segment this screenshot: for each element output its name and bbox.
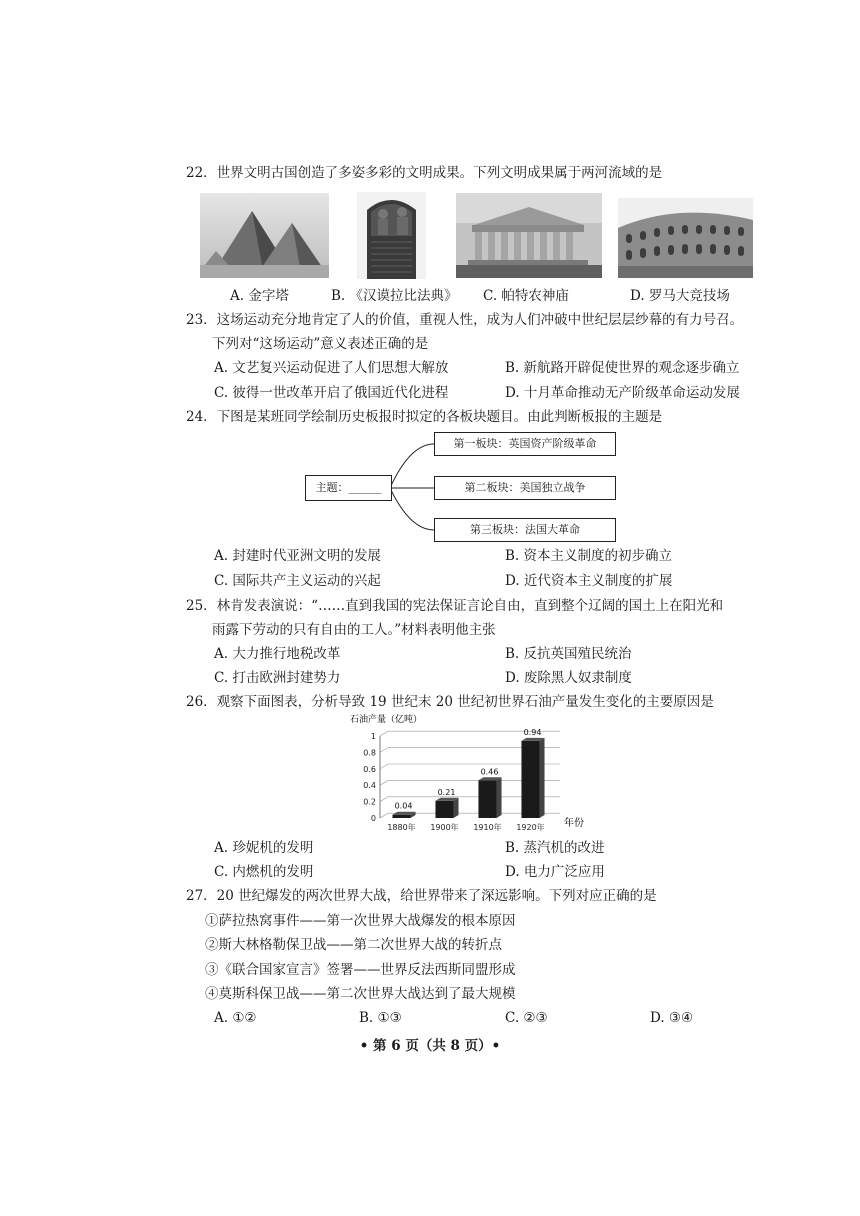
chart-bar-side [497, 777, 502, 818]
chart-grid-diag [380, 813, 388, 818]
chart-ylabel: 石油产量（亿吨） [350, 715, 423, 725]
q27-item-3: ③《联合国家宣言》签署——世界反法西斯同盟形成 [205, 962, 516, 978]
q24-connector-lines [390, 440, 440, 540]
chart-ytick-label: 0.6 [363, 764, 376, 774]
q24-section-1: 第一板块：英国资产阶级革命 [434, 432, 616, 456]
q24-option-a: A. 封建时代亚洲文明的发展 [214, 548, 381, 564]
chart-data-label: 0.21 [437, 787, 456, 797]
q24-option-d: D. 近代资本主义制度的扩展 [505, 573, 673, 589]
q27-option-c: C. ②③ [505, 1010, 548, 1026]
chart-ytick-label: 0 [370, 814, 376, 823]
q26-option-c: C. 内燃机的发明 [214, 864, 314, 880]
q24-topic-box: 主题：______ [305, 475, 392, 501]
q23-option-a: A. 文艺复兴运动促进了人们思想大解放 [214, 360, 449, 376]
q27-option-d: D. ③④ [650, 1010, 694, 1026]
chart-ytick-label: 0.2 [363, 797, 376, 807]
q22-option-c: C. 帕特农神庙 [483, 288, 569, 304]
parthenon-photo [456, 193, 602, 278]
chart-data-label: 0.04 [394, 801, 413, 811]
q26-option-a: A. 珍妮机的发明 [214, 840, 314, 856]
chart-grid-diag [380, 797, 388, 802]
chart-ytick-label: 1 [370, 732, 376, 741]
q22-stem: 22．世界文明古国创造了多姿多彩的文明成果。下列文明成果属于两河流域的是 [186, 165, 663, 181]
chart-xtick-label: 1900年 [430, 823, 459, 832]
q24-option-b: B. 资本主义制度的初步确立 [505, 548, 673, 564]
chart-bar-side [454, 798, 459, 818]
chart-ytick-label: 0.8 [363, 748, 376, 758]
chart-bar [392, 815, 410, 818]
q27-stem: 27．20 世纪爆发的两次世界大战，给世界带来了深远影响。下列对应正确的是 [186, 888, 657, 904]
q23-option-b: B. 新航路开辟促使世界的观念逐步确立 [505, 360, 740, 376]
chart-grid-diag [380, 748, 388, 753]
q25-option-d: D. 废除黑人奴隶制度 [505, 670, 632, 686]
chart-ytick-label: 0.4 [363, 781, 376, 791]
q27-option-b: B. ①③ [359, 1010, 402, 1026]
q26-option-b: B. 蒸汽机的改进 [505, 840, 605, 856]
q23-stem-line1: 23．这场运动充分地肯定了人的价值，重视人性，成为人们冲破中世纪层层纱幕的有力号召。 [186, 312, 744, 328]
q24-section-2: 第二板块：美国独立战争 [434, 476, 616, 500]
q24-section-3: 第三板块：法国大革命 [434, 518, 616, 542]
q26-stem: 26．观察下面图表，分析导致 19 世纪末 20 世纪初世界石油产量发生变化的主要原因是 [186, 694, 714, 710]
q27-item-4: ④莫斯科保卫战——第二次世界大战达到了最大规模 [205, 986, 516, 1002]
q22-option-d: D. 罗马大竞技场 [630, 288, 730, 304]
page-footer: • 第 6 页（共 8 页）• [359, 1038, 501, 1054]
pyramids-photo [200, 193, 329, 278]
q23-option-c: C. 彼得一世改革开启了俄国近代化进程 [214, 385, 449, 401]
chart-grid-diag [380, 731, 388, 736]
q23-stem-line2: 下列对“这场运动”意义表述正确的是 [212, 336, 429, 352]
chart-bar-side [540, 738, 545, 818]
q23-option-d: D. 十月革命推动无产阶级革命运动发展 [505, 385, 740, 401]
q27-item-1: ①萨拉热窝事件——第一次世界大战爆发的根本原因 [205, 913, 516, 929]
chart-xtick-label: 1920年 [516, 823, 545, 832]
chart-xlabel: 年份 [564, 818, 584, 829]
chart-grid-diag [380, 780, 388, 785]
q26-option-d: D. 电力广泛应用 [505, 864, 605, 880]
chart-data-label: 0.46 [480, 767, 499, 777]
q25-option-a: A. 大力推行地税改革 [214, 646, 341, 662]
colosseum-photo [618, 198, 753, 278]
q25-option-c: C. 打击欧洲封建势力 [214, 670, 341, 686]
q25-stem-line1: 25．林肯发表演说：“……直到我国的宪法保证言论自由，直到整个辽阔的国土上在阳光和 [186, 598, 724, 614]
q22-option-b: B. 《汉谟拉比法典》 [331, 288, 458, 304]
chart-bar [521, 741, 539, 818]
chart-bar [435, 801, 453, 818]
oil-production-chart [350, 712, 600, 840]
chart-grid-diag [380, 764, 388, 769]
chart-data-label: 0.94 [523, 727, 542, 737]
hammurabi-stele-photo [357, 192, 426, 279]
chart-bar [478, 780, 496, 818]
q24-stem: 24．下图是某班同学绘制历史板报时拟定的各板块题目。由此判断板报的主题是 [186, 409, 663, 425]
q22-option-a: A. 金字塔 [230, 288, 289, 304]
q27-option-a: A. ①② [214, 1010, 257, 1026]
q27-item-2: ②斯大林格勒保卫战——第二次世界大战的转折点 [205, 937, 502, 953]
q24-option-c: C. 国际共产主义运动的兴起 [214, 573, 381, 589]
chart-xtick-label: 1910年 [473, 823, 502, 832]
chart-xtick-label: 1880年 [387, 823, 416, 832]
q25-option-b: B. 反抗英国殖民统治 [505, 646, 632, 662]
q25-stem-line2: 雨露下劳动的只有自由的工人。”材料表明他主张 [212, 622, 496, 638]
